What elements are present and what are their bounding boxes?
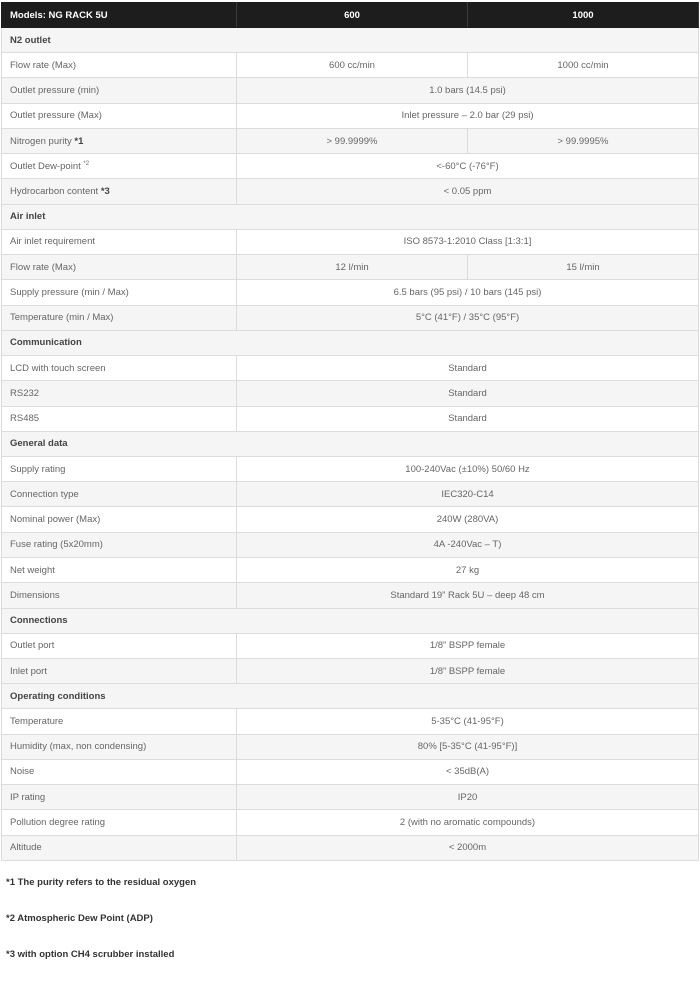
row-value: > 99.9999% xyxy=(237,128,468,153)
row-value: Inlet pressure – 2.0 bar (29 psi) xyxy=(237,103,699,128)
table-row xyxy=(2,255,699,280)
row-label xyxy=(2,558,237,583)
row-label xyxy=(2,255,237,280)
row-label-text: Air inlet requirement xyxy=(10,236,96,248)
table-row xyxy=(2,633,699,658)
table-row xyxy=(2,835,699,860)
model-1000-header: 1000 xyxy=(468,3,699,28)
row-label-text: Flow rate (Max) xyxy=(10,261,76,273)
row-value: < 2000m xyxy=(237,835,699,860)
table-row xyxy=(2,734,699,759)
table-row xyxy=(2,154,699,179)
section-title: Connections xyxy=(2,608,699,633)
row-label xyxy=(2,128,237,153)
row-label-text: Fuse rating (5x20mm) xyxy=(10,539,103,551)
row-label-text: Net weight xyxy=(10,564,55,576)
section-header-row xyxy=(2,431,699,456)
row-label-text: Noise xyxy=(10,766,35,778)
table-row xyxy=(2,658,699,683)
table-row xyxy=(2,558,699,583)
row-label-text: Outlet port xyxy=(10,640,55,652)
table-row xyxy=(2,532,699,557)
row-value: 2 (with no aromatic compounds) xyxy=(237,810,699,835)
table-row xyxy=(2,785,699,810)
table-row xyxy=(2,103,699,128)
row-label xyxy=(2,810,237,835)
row-value: < 35dB(A) xyxy=(237,759,699,784)
footnote-1: *1 The purity refers to the residual oxygen xyxy=(6,877,197,889)
row-label xyxy=(2,482,237,507)
row-label xyxy=(2,305,237,330)
row-label-text: IP rating xyxy=(10,791,46,803)
section-header-row xyxy=(2,684,699,709)
section-title: N2 outlet xyxy=(2,28,699,53)
row-label-text: Nominal power (Max) xyxy=(10,514,101,526)
row-label xyxy=(2,658,237,683)
table-row xyxy=(2,583,699,608)
row-value: 27 kg xyxy=(237,558,699,583)
table-row xyxy=(2,759,699,784)
row-label xyxy=(2,507,237,532)
section-title: Communication xyxy=(2,330,699,355)
spec-table xyxy=(1,2,699,861)
table-row xyxy=(2,305,699,330)
row-value: 15 l/min xyxy=(468,255,699,280)
section-title: Air inlet xyxy=(2,204,699,229)
row-value: 600 cc/min xyxy=(237,53,468,78)
row-label-text: Temperature (min / Max) xyxy=(10,312,114,324)
row-label xyxy=(2,734,237,759)
row-label xyxy=(2,154,237,179)
footnote-sup: *2 xyxy=(83,160,90,167)
section-title: General data xyxy=(2,431,699,456)
footnote-mark: *1 xyxy=(74,135,84,147)
table-row xyxy=(2,507,699,532)
models-header: Models: NG RACK 5U xyxy=(2,3,237,28)
table-row xyxy=(2,381,699,406)
table-row xyxy=(2,406,699,431)
row-value: <-60°C (-76°F) xyxy=(237,154,699,179)
footnote-2: *2 Atmospheric Dew Point (ADP) xyxy=(6,913,153,925)
row-label-text: LCD with touch screen xyxy=(10,362,106,374)
section-header-row xyxy=(2,204,699,229)
row-label-text: Hydrocarbon content xyxy=(10,186,99,198)
row-value: 1/8” BSPP female xyxy=(237,658,699,683)
row-value: 1.0 bars (14.5 psi) xyxy=(237,78,699,103)
row-label-text: RS485 xyxy=(10,413,40,425)
row-label-text: Temperature xyxy=(10,715,64,727)
table-row xyxy=(2,53,699,78)
table-row xyxy=(2,709,699,734)
row-label-text: Humidity (max, non condensing) xyxy=(10,741,147,753)
row-value: > 99.9995% xyxy=(468,128,699,153)
footnote-mark: *3 xyxy=(100,186,110,198)
row-label-text: Outlet pressure (Max) xyxy=(10,110,102,122)
row-label-text: Altitude xyxy=(10,842,42,854)
row-value: Standard xyxy=(237,355,699,380)
row-label xyxy=(2,103,237,128)
table-header-row xyxy=(2,3,699,28)
footnote-3: *3 with option CH4 scrubber installed xyxy=(6,949,175,961)
row-label-text: Supply rating xyxy=(10,463,66,475)
row-value: 12 l/min xyxy=(237,255,468,280)
row-label-text: Nitrogen purity xyxy=(10,135,72,147)
row-label-text: Outlet Dew-point xyxy=(10,160,81,172)
table-row xyxy=(2,78,699,103)
row-label xyxy=(2,709,237,734)
table-row xyxy=(2,280,699,305)
row-value: 5°C (41°F) / 35°C (95°F) xyxy=(237,305,699,330)
row-label-text: Pollution degree rating xyxy=(10,817,106,829)
row-label xyxy=(2,406,237,431)
section-header-row xyxy=(2,330,699,355)
row-label-text: Connection type xyxy=(10,488,79,500)
row-label-text: Outlet pressure (min) xyxy=(10,84,100,96)
row-value: IEC320-C14 xyxy=(237,482,699,507)
row-label xyxy=(2,355,237,380)
row-value: 4A -240Vac – T) xyxy=(237,532,699,557)
row-label xyxy=(2,280,237,305)
table-row xyxy=(2,355,699,380)
row-label xyxy=(2,229,237,254)
row-value: IP20 xyxy=(237,785,699,810)
row-label-text: Inlet port xyxy=(10,665,47,677)
section-header-row xyxy=(2,608,699,633)
row-value: 100-240Vac (±10%) 50/60 Hz xyxy=(237,456,699,481)
row-label-text: Dimensions xyxy=(10,589,60,601)
row-label xyxy=(2,759,237,784)
row-label xyxy=(2,532,237,557)
row-label-text: Supply pressure (min / Max) xyxy=(10,287,129,299)
section-title: Operating conditions xyxy=(2,684,699,709)
table-row xyxy=(2,810,699,835)
row-value: 6.5 bars (95 psi) / 10 bars (145 psi) xyxy=(237,280,699,305)
row-label xyxy=(2,78,237,103)
spec-table-body xyxy=(2,28,699,861)
row-label xyxy=(2,835,237,860)
row-label-text: RS232 xyxy=(10,387,40,399)
table-row xyxy=(2,128,699,153)
row-label-text: Flow rate (Max) xyxy=(10,59,76,71)
row-label xyxy=(2,583,237,608)
row-value: 1/8” BSPP female xyxy=(237,633,699,658)
table-row xyxy=(2,179,699,204)
row-value: 5-35°C (41-95°F) xyxy=(237,709,699,734)
row-value: < 0.05 ppm xyxy=(237,179,699,204)
model-600-header: 600 xyxy=(237,3,468,28)
table-row xyxy=(2,229,699,254)
table-row xyxy=(2,482,699,507)
row-label xyxy=(2,633,237,658)
row-value: Standard 19” Rack 5U – deep 48 cm xyxy=(237,583,699,608)
row-label xyxy=(2,785,237,810)
row-value: Standard xyxy=(237,381,699,406)
row-label xyxy=(2,53,237,78)
row-value: 240W (280VA) xyxy=(237,507,699,532)
section-header-row xyxy=(2,28,699,53)
footnotes xyxy=(6,877,700,967)
row-value: ISO 8573-1:2010 Class [1:3:1] xyxy=(237,229,699,254)
row-label xyxy=(2,179,237,204)
table-row xyxy=(2,456,699,481)
row-value: 80% [5-35°C (41-95°F)] xyxy=(237,734,699,759)
row-label xyxy=(2,381,237,406)
row-value: 1000 cc/min xyxy=(468,53,699,78)
row-value: Standard xyxy=(237,406,699,431)
row-label xyxy=(2,456,237,481)
